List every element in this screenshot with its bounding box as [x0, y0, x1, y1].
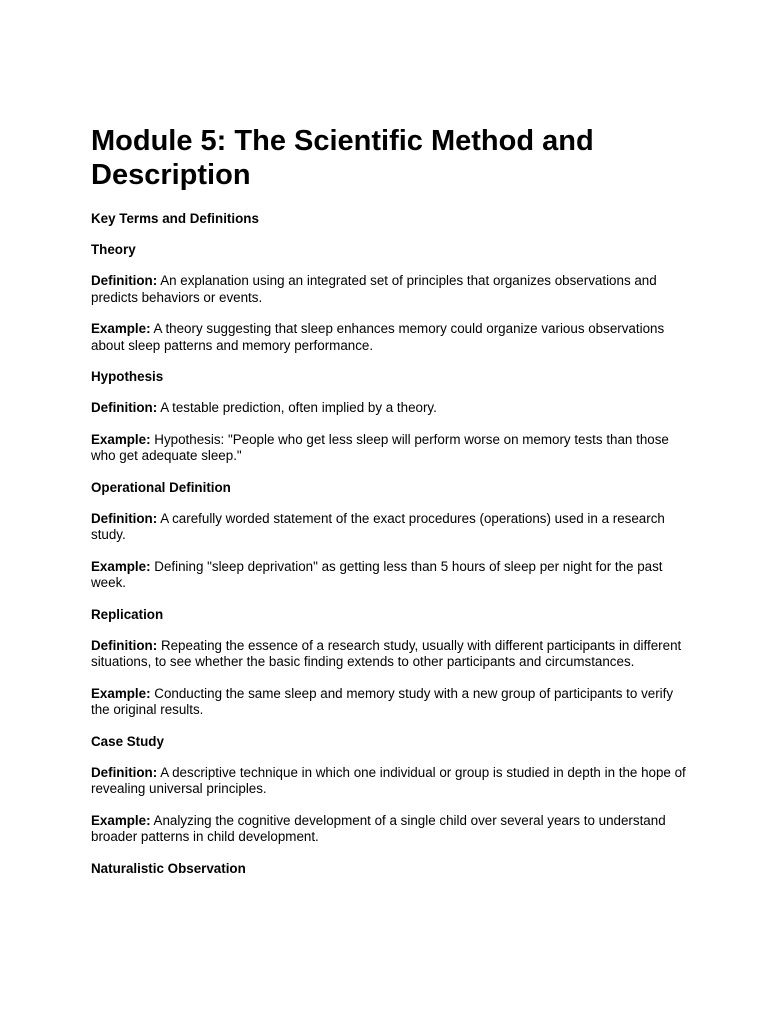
definition-label: Definition:: [91, 273, 158, 288]
example-theory: [91, 321, 691, 354]
definition-label: Definition:: [91, 400, 158, 415]
example-text: Hypothesis: "People who get less sleep will perform worse on memory tests than those who get adequate sleep.": [91, 431, 669, 463]
page-title: Module 5: The Scientific Method and Description: [91, 125, 594, 191]
example-replication: [91, 686, 691, 719]
example-label: Example:: [91, 431, 151, 447]
definition-label: Definition:: [91, 510, 158, 526]
example-label: Example:: [91, 558, 151, 574]
example-hypothesis: [91, 432, 691, 465]
definition-hypothesis: [91, 400, 691, 417]
example-text: A theory suggesting that sleep enhances memory could organize various observations about sleep patterns and memory performance.: [91, 321, 665, 353]
definition-replication: [91, 638, 691, 671]
term-heading-operational-definition: Operational Definition: [91, 479, 231, 495]
example-label: Example:: [91, 685, 151, 701]
section-heading: Key Terms and Definitions: [91, 211, 259, 226]
definition-text: Repeating the essence of a research study, usually with different participants in different situations, to see whether the basic finding extends to other participants and circumstances.: [91, 637, 682, 669]
definition-text: A testable prediction, often implied by a theory.: [160, 400, 437, 415]
example-case-study: [91, 813, 691, 846]
example-label: Example:: [91, 812, 151, 828]
example-operational-definition: [91, 559, 691, 592]
definition-case-study: [91, 765, 691, 798]
definition-theory: [91, 273, 691, 306]
term-heading-theory: Theory: [91, 242, 136, 257]
example-text: Conducting the same sleep and memory study with a new group of participants to verify the original results.: [91, 685, 674, 717]
example-text: Analyzing the cognitive development of a single child over several years to understand broader patterns in child development.: [91, 812, 666, 844]
definition-text: A carefully worded statement of the exact procedures (operations) used in a research study.: [91, 510, 665, 542]
definition-text: A descriptive technique in which one individual or group is studied in depth in the hope of revealing universal principles.: [91, 764, 686, 796]
example-text: Defining "sleep deprivation" as getting less than 5 hours of sleep per night for the past week.: [91, 558, 663, 590]
example-label: Example:: [91, 321, 151, 336]
term-heading-naturalistic-observation: Naturalistic Observation: [91, 860, 246, 876]
document-page: [91, 124, 691, 892]
definition-text: An explanation using an integrated set of principles that organizes observations and predicts behaviors or events.: [91, 273, 657, 305]
definition-label: Definition:: [91, 637, 158, 653]
term-heading-replication: Replication: [91, 606, 164, 622]
definition-label: Definition:: [91, 764, 158, 780]
term-heading-case-study: Case Study: [91, 733, 164, 749]
term-heading-hypothesis: Hypothesis: [91, 369, 164, 384]
definition-operational-definition: [91, 511, 691, 544]
